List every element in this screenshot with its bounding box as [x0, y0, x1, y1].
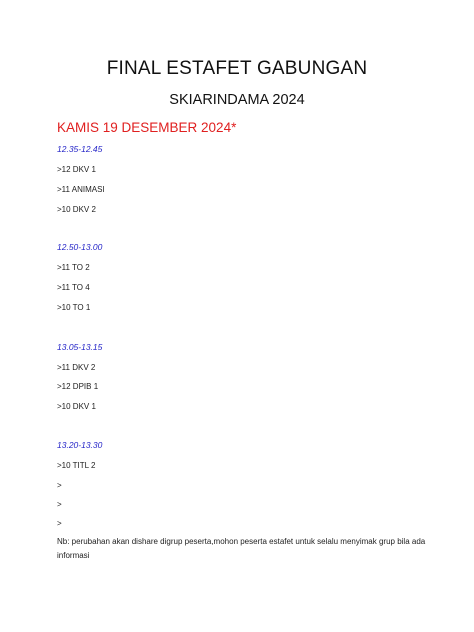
slot-1-entry-1: >12 DKV 1: [57, 165, 96, 174]
slot-2-entry-3: >10 TO 1: [57, 303, 91, 312]
slot-time-3: 13.05-13.15: [57, 342, 103, 352]
document-title: FINAL ESTAFET GABUNGAN: [106, 58, 368, 79]
slot-4-entry-1: >10 TITL 2: [57, 461, 96, 470]
date-heading: KAMIS 19 DESEMBER 2024*: [57, 120, 237, 135]
slot-3-entry-1: >11 DKV 2: [57, 363, 96, 372]
slot-1-entry-2: >11 ANIMASI: [57, 185, 105, 194]
slot-4-entry-2: >: [57, 481, 62, 490]
slot-time-4: 13.20-13.30: [57, 440, 103, 450]
footnote: Nb: perubahan akan dishare digrup peserta,mohon peserta estafet untuk selalu menyimak grup bila ada informasi: [57, 537, 426, 560]
slot-3-entry-3: >10 DKV 1: [57, 402, 96, 411]
slot-2-entry-2: >11 TO 4: [57, 283, 90, 292]
slot-time-2: 12.50-13.00: [57, 242, 103, 252]
slot-time-1: 12.35-12.45: [57, 144, 103, 154]
slot-1-entry-3: >10 DKV 2: [57, 205, 96, 214]
slot-4-entry-3: >: [57, 500, 62, 509]
document-subtitle: SKIARINDAMA 2024: [169, 92, 305, 108]
slot-2-entry-1: >11 TO 2: [57, 263, 90, 272]
slot-3-entry-2: >12 DPIB 1: [57, 382, 99, 391]
slot-4-entry-4: >: [57, 519, 62, 528]
